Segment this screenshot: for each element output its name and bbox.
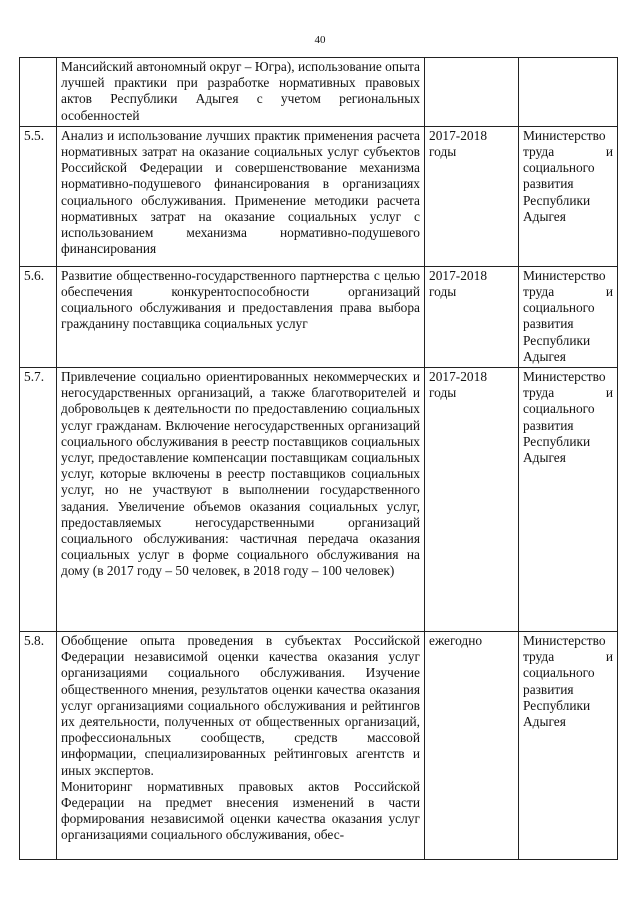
responsible-executor: Министерство труда и социального развития Республики Адыгея: [519, 368, 618, 632]
implementation-term: 2017-2018 годы: [425, 126, 519, 266]
responsible-executor: Министерство труда и социального развития Республики Адыгея: [519, 266, 618, 367]
description-paragraph: Привлечение социально ориентированных некоммерческих и негосударственных организаций, а также благотворителей и добровольцев к деятельности по предоставлению социальных услуг гражданам. Включение негосударственных организаций социального обслуживания в реестр поставщиков социальных услуг, предоставление компенсации поставщикам социальных услуг, которые включены в реестр поставщиков социальных услуг, но не участвуют в выполнении государственного задания. Увеличение объемов оказания социальных услуг, предоставляемых негосударственными организаций социального обслуживания: частичная передача оказания социальных услуг в форме социального обслуживания на дому (в 2017 году – 50 человек, в 2018 году – 100 человек): [61, 369, 420, 579]
responsible-executor: Министерство труда и социального развития Республики Адыгея: [519, 632, 618, 860]
item-number: 5.8.: [20, 632, 57, 860]
implementation-term: [425, 58, 519, 127]
description-paragraph: Мансийский автономный округ – Югра), использование опыта лучшей практики при разработке нормативных правовых актов Республики Адыгея с учетом региональных особенностей: [61, 59, 420, 123]
table-row: [20, 58, 618, 127]
implementation-term: 2017-2018 годы: [425, 266, 519, 367]
item-number: 5.5.: [20, 126, 57, 266]
description-paragraph: Обобщение опыта проведения в субъектах Российской Федерации независимой оценки качества оказания услуг организациями социального обслуживания. Изучение общественного мнения, результатов оценки качества оказания услуг организациями социального обслуживания и рейтингов их деятельности, полученных от общественных организаций, профессиональных сообществ, средств массовой информации, специализированных рейтинговых агентств и иных экспертов.: [61, 633, 420, 778]
measure-description: [57, 368, 425, 632]
measures-table: [19, 57, 618, 860]
responsible-executor: [519, 58, 618, 127]
description-paragraph: Мониторинг нормативных правовых актов Российской Федерации на предмет внесения изменений в части формирования независимой оценки качества оказания услуг организациями социального обслуживания, обес-: [61, 778, 420, 843]
item-number: 5.6.: [20, 266, 57, 367]
responsible-executor: Министерство труда и социального развития Республики Адыгея: [519, 126, 618, 266]
description-paragraph: Развитие общественно-государственного партнерства с целью обеспечения конкурентоспособности организаций социального обслуживания и предоставления права выбора гражданину поставщика социальных услуг: [61, 267, 420, 332]
measure-description: [57, 266, 425, 367]
measure-description: [57, 58, 425, 127]
item-number: 5.7.: [20, 368, 57, 632]
item-number: [20, 58, 57, 127]
measure-description: [57, 126, 425, 266]
implementation-term: 2017-2018 годы: [425, 368, 519, 632]
table-row: [20, 126, 618, 266]
page-number: 40: [314, 34, 326, 46]
implementation-term: ежегодно: [425, 632, 519, 860]
measure-description: [57, 632, 425, 860]
table-row: [20, 368, 618, 632]
table-row: [20, 632, 618, 860]
description-paragraph: Анализ и использование лучших практик применения расчета нормативных затрат на оказание социальных услуг субъектов Российской Федерации и совершенствование механизма нормативно-подушевого финансирования в организациях социального обслуживания. Применение методики расчета нормативных затрат на оказание социальных услуг с использованием механизма нормативно-подушевого финансирования: [61, 127, 420, 257]
table-row: [20, 266, 618, 367]
